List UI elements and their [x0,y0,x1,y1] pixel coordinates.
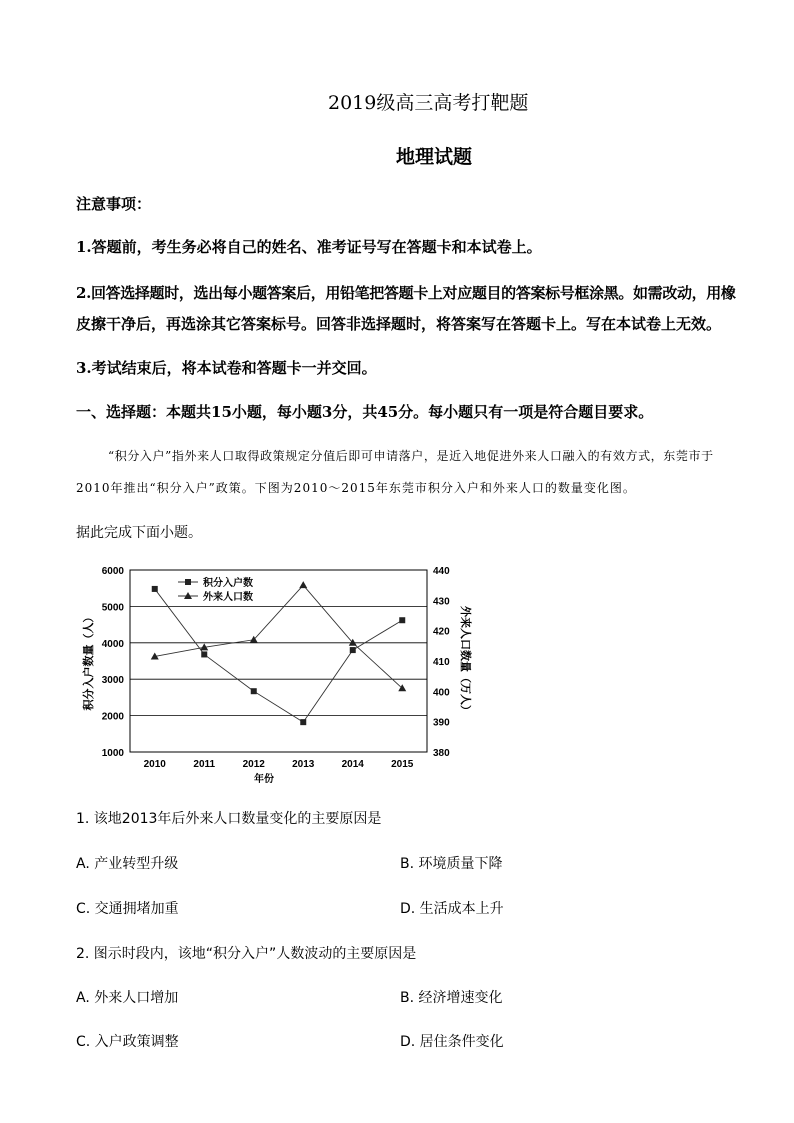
x-tick-label: 2013 [292,759,315,770]
question-1-option-c[interactable]: C. 交通拥堵加重 [76,901,179,917]
data-point-square [300,719,306,725]
series-line-1 [155,589,403,722]
data-point-square [152,586,158,592]
x-tick-label: 2010 [143,759,166,770]
question-1-stem: 1. 该地2013年后外来人口数量变化的主要原因是 [76,811,382,827]
y-left-tick-label: 2000 [101,711,124,723]
question-2-option-b[interactable]: B. 经济增速变化 [400,990,503,1006]
y-left-tick-label: 1000 [101,748,124,759]
material-line-1: “积分入户”指外来人口取得政策规定分值后即可申请落户，是近入地促进外来人口融入的有效方式，东莞市于 [108,449,714,463]
y-right-tick-label: 430 [433,596,450,608]
y-right-tick-label: 390 [433,717,450,729]
y-right-tick-label: 440 [433,566,450,577]
y-left-tick-label: 4000 [101,638,124,650]
data-point-square [399,617,405,623]
legend-label-series-2: 外来人口数 [203,592,253,603]
y-axis-left-label: 积分入户数量（人） [83,611,95,711]
y-left-tick-label: 3000 [101,675,124,687]
y-right-tick-label: 410 [433,657,450,668]
data-point-square [350,647,356,653]
y-left-tick-label: 5000 [101,602,124,614]
x-tick-label: 2014 [341,759,364,770]
question-1-option-b[interactable]: B. 环境质量下降 [400,856,503,872]
notice-item-3: 3.考试结束后，将本试卷和答题卡一并交回。 [76,359,377,377]
y-right-tick-label: 400 [433,687,450,699]
data-point-square [201,651,207,657]
y-left-tick-label: 6000 [101,566,124,577]
y-axis-right-label: 外来人口数量（万人） [459,606,471,716]
notice-item-2-line-1: 2.回答选择题时，选出每小题答案后，用铅笔把答题卡上对应题目的答案标号框涂黑。如需改动，用橡 [76,284,736,302]
notice-item-1: 1.答题前，考生务必将自己的姓名、准考证号写在答题卡和本试卷上。 [76,238,542,256]
x-axis-label: 年份 [254,774,274,785]
data-point-square [251,688,257,694]
series-line-2 [155,585,403,688]
legend-marker-square [185,579,191,585]
question-2-option-a[interactable]: A. 外来人口增加 [76,990,179,1006]
material-line-2: 2010年推出“积分入户”政策。下图为2010～2015年东莞市积分入户和外来人口的数量变化图。 [76,481,636,495]
question-2-stem: 2. 图示时段内，该地“积分入户”人数波动的主要原因是 [76,946,417,962]
notice-heading: 注意事项： [76,195,152,213]
y-right-tick-label: 420 [433,626,450,638]
instruction-text: 据此完成下面小题。 [76,525,202,541]
question-2-option-d[interactable]: D. 居住条件变化 [400,1034,504,1050]
x-tick-label: 2012 [242,759,265,770]
question-2-option-c[interactable]: C. 入户政策调整 [76,1034,179,1050]
x-tick-label: 2011 [193,759,216,770]
page-subtitle: 地理试题 [396,146,473,168]
plot-frame [130,570,427,752]
data-point-triangle [299,581,307,588]
population-chart [70,560,490,790]
y-right-tick-label: 380 [433,748,450,759]
notice-item-2-line-2: 皮擦干净后，再选涂其它答案标号。回答非选择题时，将答案写在答题卡上。写在本试卷上无效。 [76,315,722,333]
page-title: 2019级高三高考打靶题 [328,92,529,114]
question-1-option-d[interactable]: D. 生活成本上升 [400,901,504,917]
x-tick-label: 2015 [391,759,414,770]
question-1-option-a[interactable]: A. 产业转型升级 [76,856,179,872]
section-heading: 一、选择题：本题共15小题，每小题3分，共45分。每小题只有一项是符合题目要求。 [76,403,654,421]
chart-legend [178,576,253,603]
legend-label-series-1: 积分入户数 [203,578,253,589]
chart-grid [130,606,427,715]
